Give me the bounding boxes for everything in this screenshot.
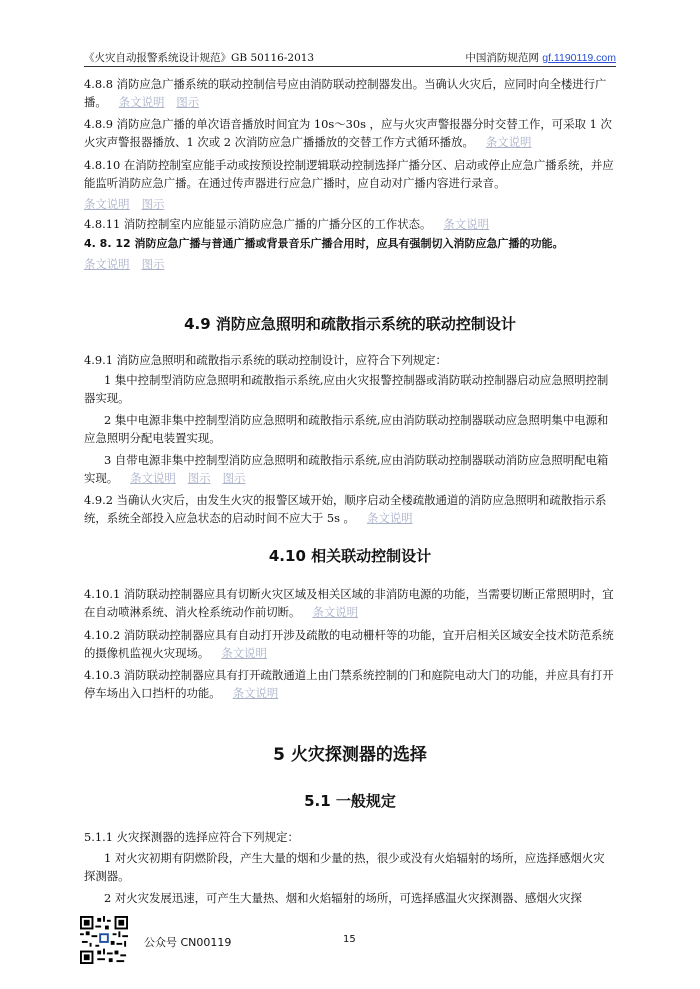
- clause-4-9-1-item-2-text: 2 集中电源非集中控制型消防应急照明和疏散指示系统,应由消防联动控制器联动应急照明集中电源和应急照明分配电装置实现。: [84, 413, 609, 445]
- clause-5-1-1-item-2-text: 2 对火灾发展迅速，可产生大量热、烟和火焰辐射的场所，可选择感温火灾探测器、感烟火灾探: [104, 891, 582, 905]
- clause-4-8-9-text: 4.8.9 消防应急广播的单次语音播放时间宜为 10s～30s ，应与火灾声警报器分时交替工作，可采取 1 次火灾声警报器播放、1 次或 2 次消防应急广播播放的交替工作方式循环播放。: [84, 117, 612, 149]
- clause-4-8-12: [84, 235, 616, 253]
- explain-link[interactable]: 条文说明: [232, 686, 279, 700]
- clause-4-10-2: [84, 626, 616, 662]
- page-number: 15: [343, 934, 356, 945]
- clause-5-1-1-item-1-text: 1 对火灾初期有阴燃阶段，产生大量的烟和少量的热，很少或没有火焰辐射的场所，应选择感烟火灾探测器。: [84, 851, 605, 883]
- section-heading-5-1: 5.1 一般规定: [304, 792, 396, 810]
- clause-4-10-1: [84, 585, 616, 621]
- clause-4-9-1-item-2: [84, 411, 616, 447]
- clause-4-9-2: [84, 491, 616, 527]
- clause-4-9-1-text: 4.9.1 消防应急照明和疏散指示系统的联动控制设计，应符合下列规定：: [84, 353, 447, 367]
- explain-link[interactable]: 条文说明: [366, 511, 413, 525]
- qr-code-icon: [80, 916, 128, 964]
- clause-4-8-10: [84, 156, 616, 192]
- clause-4-10-3-text: 4.10.3 消防联动控制器应具有打开疏散通道上由门禁系统控制的门和庭院电动大门的功能，并应具有打开停车场出入口挡杆的功能。: [84, 668, 614, 700]
- clause-5-1-1: [84, 828, 616, 846]
- explain-link[interactable]: 条文说明: [118, 95, 165, 109]
- footer-account: 公众号 CN00119: [144, 936, 232, 949]
- header-site: [465, 50, 616, 65]
- clause-5-1-1-item-1: [84, 849, 616, 885]
- section-heading-4-9: 4.9 消防应急照明和疏散指示系统的联动控制设计: [184, 315, 516, 333]
- page-header: [84, 50, 616, 67]
- clause-4-8-11-text: 4.8.11 消防控制室内应能显示消防应急广播的广播分区的工作状态。: [84, 217, 432, 231]
- figure-link[interactable]: 图示: [222, 471, 246, 485]
- clause-4-9-1-item-3: [84, 451, 616, 487]
- chapter-heading-5: 5 火灾探测器的选择: [273, 745, 427, 765]
- explain-link[interactable]: 条文说明: [84, 257, 130, 271]
- figure-link[interactable]: 图示: [141, 197, 165, 211]
- explain-link[interactable]: 条文说明: [84, 197, 130, 211]
- clause-4-8-8: [84, 75, 616, 111]
- explain-link[interactable]: 条文说明: [130, 471, 176, 485]
- clause-4-8-12-links: [84, 255, 616, 273]
- figure-link[interactable]: 图示: [176, 95, 200, 109]
- clause-5-1-1-item-2: [84, 889, 616, 907]
- clause-4-8-9: [84, 115, 616, 151]
- clause-4-8-10-text: 4.8.10 在消防控制室应能手动或按预设控制逻辑联动控制选择广播分区、启动或停止应急广播系统，并应能监听消防应急广播。在通过传声器进行应急广播时，应自动对广播内容进行录音。: [84, 158, 614, 190]
- explain-link[interactable]: 条文说明: [443, 217, 489, 231]
- clause-4-8-8-text: 4.8.8 消防应急广播系统的联动控制信号应由消防联动控制器发出。当确认火灾后，应同时向全楼进行广播。: [84, 77, 607, 109]
- section-heading-4-10: 4.10 相关联动控制设计: [268, 547, 432, 565]
- header-site-name: 中国消防规范网: [465, 52, 539, 64]
- clause-4-9-1-item-1-text: 1 集中控制型消防应急照明和疏散指示系统,应由火灾报警控制器或消防联动控制器启动应急照明控制器实现。: [84, 373, 609, 405]
- clause-4-8-10-links: [84, 195, 616, 213]
- clause-4-8-11: [84, 215, 616, 233]
- figure-link[interactable]: 图示: [187, 471, 211, 485]
- clause-4-9-1-item-1: [84, 371, 616, 407]
- clause-5-1-1-text: 5.1.1 火灾探测器的选择应符合下列规定：: [84, 830, 299, 844]
- explain-link[interactable]: 条文说明: [221, 646, 267, 660]
- explain-link[interactable]: 条文说明: [312, 605, 359, 619]
- clause-4-9-1: [84, 351, 616, 369]
- header-site-link[interactable]: gf.1190119.com: [542, 52, 616, 64]
- header-document-title: 《火灾自动报警系统设计规范》GB 50116-2013: [84, 52, 315, 64]
- figure-link[interactable]: 图示: [141, 257, 165, 271]
- clause-4-9-2-text: 4.9.2 当确认火灾后，由发生火灾的报警区域开始，顺序启动全楼疏散通道的消防应急照明和疏散指示系统，系统全部投入应急状态的启动时间不应大于 5s 。: [84, 493, 607, 525]
- explain-link[interactable]: 条文说明: [485, 135, 532, 149]
- clause-4-9-1-item-3-text: 3 自带电源非集中控制型消防应急照明和疏散指示系统,应由消防联动控制器联动消防应急照明配电箱实现。: [84, 453, 609, 485]
- clause-4-10-2-text: 4.10.2 消防联动控制器应具有自动打开涉及疏散的电动栅杆等的功能，宜开启相关区域安全技术防范系统的摄像机监视火灾现场。: [84, 628, 614, 660]
- clause-4-8-12-text: 4. 8. 12 消防应急广播与普通广播或背景音乐广播合用时，应具有强制切入消防应急广播的功能。: [84, 237, 564, 250]
- clause-4-10-1-text: 4.10.1 消防联动控制器应具有切断火灾区域及相关区域的非消防电源的功能，当需要切断正常照明时，宜在自动喷淋系统、消火栓系统动作前切断。: [84, 587, 614, 619]
- clause-4-10-3: [84, 666, 616, 702]
